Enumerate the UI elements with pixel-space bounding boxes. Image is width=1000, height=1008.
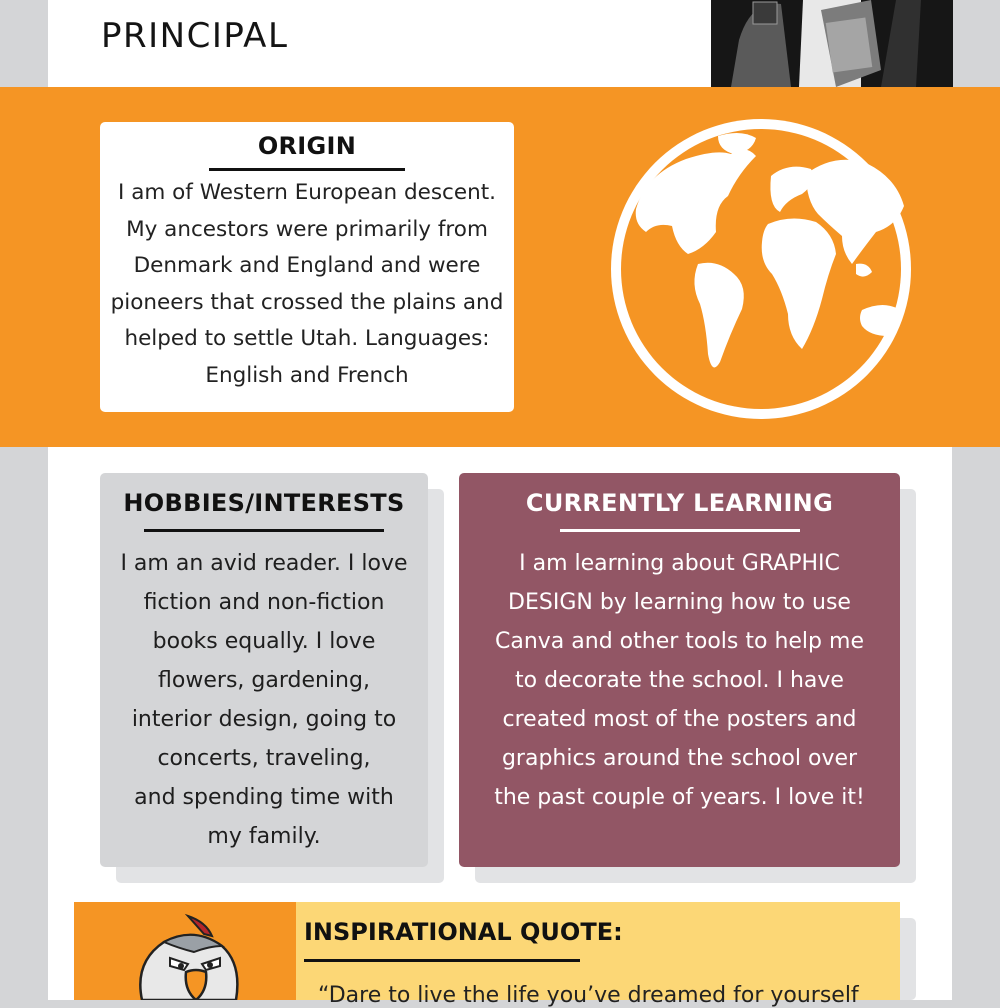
hobbies-line: concerts, traveling, — [157, 746, 371, 771]
hobbies-text — [100, 544, 428, 856]
quote-text: “Dare to live the life you’ve dreamed for yourself — [318, 983, 859, 1008]
origin-line: Denmark and England and were — [133, 253, 481, 278]
origin-text — [100, 175, 514, 394]
origin-line: My ancestors were primarily from — [126, 216, 488, 242]
page-title: PRINCIPAL — [101, 16, 289, 56]
learning-title-rule — [560, 529, 800, 532]
hobbies-line: fiction and non-fiction — [143, 590, 385, 615]
globe-icon — [606, 114, 916, 424]
origin-line: English and French — [205, 362, 409, 388]
origin-title: ORIGIN — [257, 132, 357, 160]
origin-card — [100, 122, 514, 412]
hobbies-line: flowers, gardening, — [158, 668, 370, 693]
learning-title: CURRENTLY LEARNING — [525, 489, 834, 517]
eagle-mascot-icon — [124, 912, 254, 1000]
hobbies-line: interior design, going to — [131, 707, 397, 732]
origin-line: I am of Western European descent. — [118, 180, 496, 205]
learning-line: I am learning about GRAPHIC — [519, 551, 840, 576]
hobbies-line: books equally. I love — [152, 629, 376, 654]
hobbies-title-rule — [144, 529, 384, 532]
learning-card — [459, 473, 900, 867]
hobbies-line: my family. — [207, 824, 321, 849]
learning-line: created most of the posters and — [502, 707, 857, 732]
origin-line: helped to settle Utah. Languages: — [124, 326, 490, 351]
quote-title: INSPIRATIONAL QUOTE: — [304, 918, 623, 946]
origin-title-rule — [209, 168, 405, 171]
principal-photo — [711, 0, 953, 87]
hobbies-title: HOBBIES/INTERESTS — [123, 489, 405, 517]
learning-line: to decorate the school. I have — [515, 668, 844, 693]
learning-line: DESIGN by learning how to use — [508, 590, 851, 615]
quote-title-rule — [304, 959, 580, 962]
learning-line: the past couple of years. I love it! — [494, 785, 865, 810]
hobbies-line: and spending time with — [134, 785, 394, 810]
learning-line: graphics around the school over — [501, 746, 858, 771]
learning-text — [459, 544, 900, 817]
learning-line: Canva and other tools to help me — [495, 629, 864, 654]
origin-line: pioneers that crossed the plains and — [110, 289, 504, 315]
hobbies-line: I am an avid reader. I love — [120, 551, 408, 576]
hobbies-card — [100, 473, 428, 867]
